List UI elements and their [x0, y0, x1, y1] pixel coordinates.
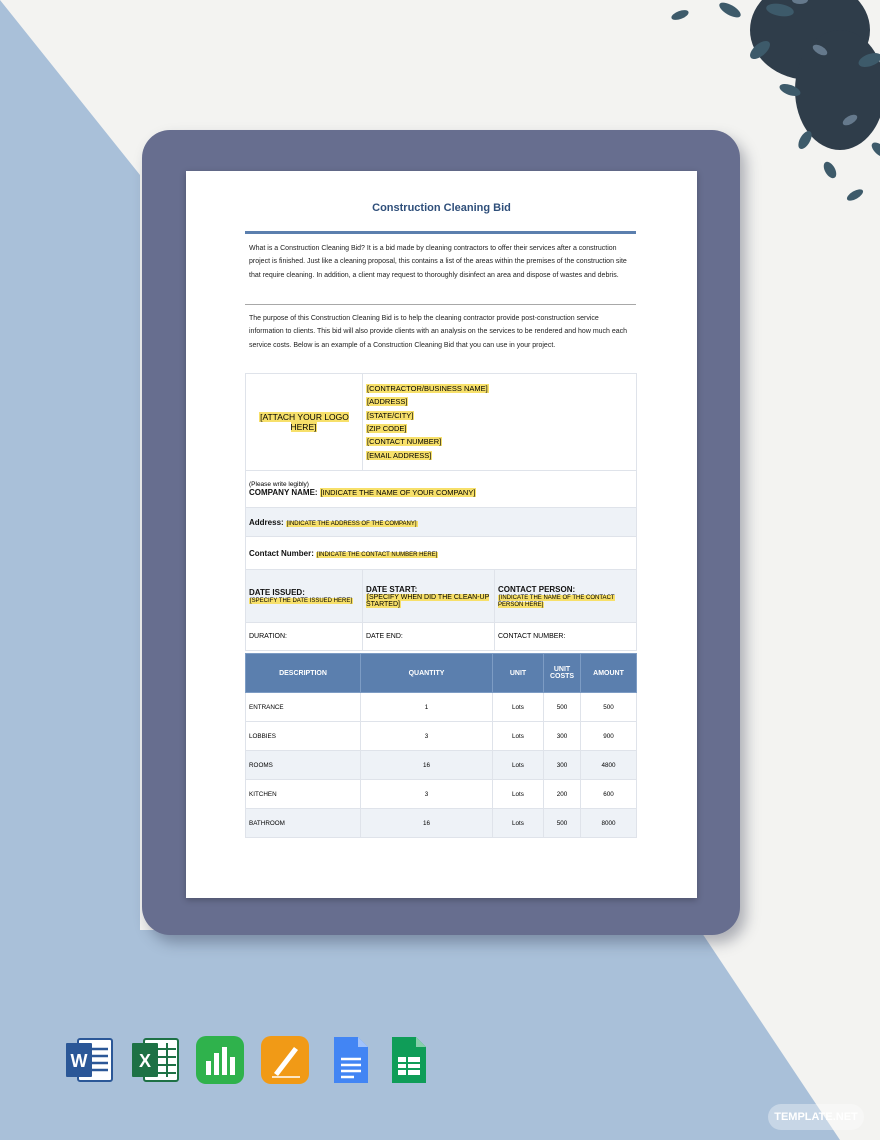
row-amount: 4800 — [581, 751, 637, 780]
row-unit-cost: 500 — [544, 693, 581, 722]
google-sheets-icon[interactable] — [384, 1035, 434, 1085]
row-description: LOBBIES — [246, 722, 361, 751]
row-quantity: 1 — [361, 693, 493, 722]
row-unit: Lots — [493, 751, 544, 780]
date-start-label: DATE START: — [366, 584, 418, 594]
logo-cell — [246, 374, 363, 471]
date-start-value: [SPECIFY WHEN DID THE CLEAN-UP STARTED] — [366, 593, 490, 608]
date-end-label: DATE END: — [363, 623, 495, 651]
date-issued-label: DATE ISSUED: — [249, 588, 305, 597]
duration-label: DURATION: — [246, 623, 363, 651]
contact-label: Contact Number: — [249, 548, 314, 558]
row-description: ENTRANCE — [246, 693, 361, 722]
svg-text:X: X — [138, 1051, 152, 1071]
header-unit-costs: UNIT COSTS — [544, 654, 581, 693]
date-start-cell — [363, 570, 495, 623]
legibility-note: (Please write legibly) — [249, 481, 309, 488]
title-divider — [245, 231, 636, 234]
intro-paragraph: What is a Construction Cleaning Bid? It is a bid made by cleaning contractors to offer their services after a construction project is finished. Just like a cleaning proposal, this contains a list of the areas within the premises of the construction site that require cleaning. In addition, a client may request to thoroughly disinfect an area and dispose of wastes and debris. — [249, 245, 627, 279]
company-name-value: [INDICATE THE NAME OF YOUR COMPANY] — [320, 488, 476, 497]
numbers-icon[interactable] — [195, 1035, 245, 1085]
contractor-contact-number: [CONTACT NUMBER] — [367, 437, 442, 447]
row-amount: 600 — [581, 780, 637, 809]
contact-value: [INDICATE THE CONTACT NUMBER HERE] — [316, 551, 438, 558]
row-description: ROOMS — [246, 751, 361, 780]
row-unit-cost: 300 — [544, 722, 581, 751]
document-page — [186, 171, 697, 898]
row-quantity: 16 — [361, 751, 493, 780]
contractor-details — [363, 374, 637, 471]
row-quantity: 16 — [361, 809, 493, 838]
contact-person-cell — [495, 570, 637, 623]
services-table — [245, 653, 637, 838]
header-quantity: QUANTITY — [361, 654, 493, 693]
header-amount: AMOUNT — [581, 654, 637, 693]
row-amount: 8000 — [581, 809, 637, 838]
table-row — [246, 780, 637, 809]
header-unit: UNIT — [493, 654, 544, 693]
contractor-address: [ADDRESS] — [367, 397, 408, 407]
row-unit: Lots — [493, 780, 544, 809]
table-row — [246, 693, 637, 722]
word-icon[interactable] — [64, 1035, 114, 1085]
row-quantity: 3 — [361, 780, 493, 809]
row-quantity: 3 — [361, 722, 493, 751]
contact-number-label: CONTACT NUMBER: — [495, 623, 637, 651]
address-row — [246, 508, 637, 537]
template-net-watermark[interactable]: TEMPLATE.NET — [768, 1104, 864, 1130]
address-value: [INDICATE THE ADDRESS OF THE COMPANY] — [286, 520, 417, 527]
header-description: DESCRIPTION — [246, 654, 361, 693]
company-name-row — [246, 471, 637, 508]
row-amount: 900 — [581, 722, 637, 751]
paragraph-divider — [245, 304, 636, 305]
row-unit-cost: 300 — [544, 751, 581, 780]
address-label: Address: — [249, 517, 284, 527]
table-row — [246, 809, 637, 838]
row-amount: 500 — [581, 693, 637, 722]
excel-icon[interactable] — [130, 1035, 180, 1085]
document-title: Construction Cleaning Bid — [372, 202, 511, 214]
contractor-state-city: [STATE/CITY] — [367, 410, 414, 420]
contractor-name: [CONTRACTOR/BUSINESS NAME] — [367, 383, 488, 393]
row-unit: Lots — [493, 693, 544, 722]
google-docs-icon[interactable] — [326, 1035, 376, 1085]
purpose-paragraph: The purpose of this Construction Cleaning Bid is to help the cleaning contractor provide post-construction service information to clients. This bid will also provide clients with an analysis on the services to be rendered and how much each service costs. Below is an example of a Construction Cleaning Bid that you can use in your project. — [249, 315, 628, 349]
contractor-zip: [ZIP CODE] — [367, 424, 407, 433]
row-unit-cost: 200 — [544, 780, 581, 809]
row-unit: Lots — [493, 722, 544, 751]
contact-row — [246, 537, 637, 570]
contact-person-label: CONTACT PERSON: — [498, 584, 576, 594]
table-row — [246, 751, 637, 780]
date-issued-value: [SPECIFY THE DATE ISSUED HERE] — [250, 598, 353, 604]
pages-icon[interactable] — [260, 1035, 310, 1085]
contractor-email: [EMAIL ADDRESS] — [367, 450, 432, 460]
row-description: BATHROOM — [246, 809, 361, 838]
row-description: KITCHEN — [246, 780, 361, 809]
svg-text:W: W — [70, 1051, 88, 1071]
date-issued-cell — [246, 570, 363, 623]
contact-person-value: [INDICATE THE NAME OF THE CONTACT PERSON HERE] — [498, 594, 615, 608]
company-name-label: COMPANY NAME: — [249, 488, 318, 497]
row-unit: Lots — [493, 809, 544, 838]
logo-placeholder: [ATTACH YOUR LOGO HERE] — [260, 412, 349, 432]
table-row — [246, 722, 637, 751]
bid-info-table — [245, 373, 637, 651]
row-unit-cost: 500 — [544, 809, 581, 838]
